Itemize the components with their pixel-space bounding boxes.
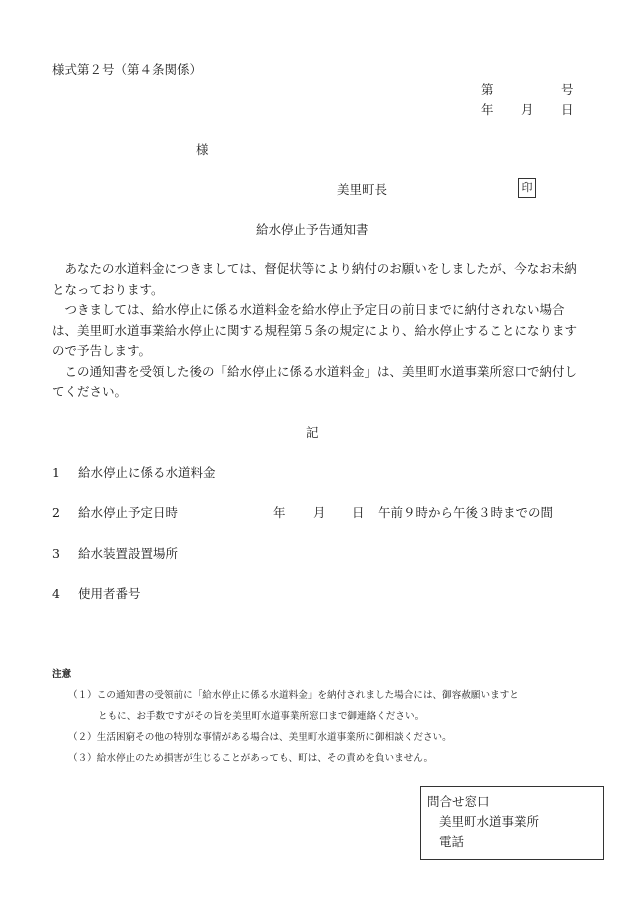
list-item	[52, 463, 216, 481]
date-year: 年	[481, 102, 494, 117]
notes-title: 注意	[52, 669, 72, 680]
item-number: 2	[52, 505, 60, 520]
item-2-year: 年	[273, 505, 286, 520]
list-item	[52, 544, 178, 562]
note-2: （２）生活困窮その他の特別な事情がある場合は、美里町水道事業所に御相談ください。	[68, 732, 452, 743]
list-item	[52, 584, 141, 602]
issuer-name: 美里町長	[337, 182, 388, 197]
notes-section	[52, 664, 592, 769]
document-number-go: 号	[561, 82, 574, 97]
contact-office: 美里町水道事業所	[439, 814, 540, 829]
list-item	[52, 503, 178, 521]
document-number-dai: 第	[481, 82, 494, 97]
item-2-day: 日	[352, 505, 365, 520]
item-label: 給水装置設置場所	[78, 546, 179, 561]
item-label: 給水停止に係る水道料金	[78, 465, 216, 480]
item-number: 4	[52, 586, 60, 601]
body-paragraph-1: あなたの水道料金につきましては、督促状等により納付のお願いをしましたが、今なお未納となっております。	[52, 261, 577, 297]
item-2-time: 午前９時から午後３時までの間	[378, 505, 554, 520]
ki-heading: 記	[306, 425, 319, 440]
item-number: 1	[52, 465, 60, 480]
body-paragraph-2: つきましては、給水停止に係る水道料金を給水停止予定日の前日までに納付されない場合は、美里町水道事業給水停止に関する規程第５条の規定により、給水停止することになりますので予告します。	[52, 302, 578, 358]
contact-box	[420, 786, 604, 860]
date-day: 日	[561, 102, 574, 117]
note-3: （３）給水停止のため損害が生じることがあっても、町は、その責めを負いません。	[68, 753, 434, 764]
document-title: 給水停止予告通知書	[256, 222, 369, 237]
contact-title: 問合せ窓口	[427, 794, 490, 809]
item-2-month: 月	[313, 505, 326, 520]
item-label: 使用者番号	[78, 586, 141, 601]
body-text	[52, 259, 580, 403]
date-month: 月	[521, 102, 534, 117]
note-1-line-2: ともに、お手数ですがその旨を美里町水道事業所窓口まで御連絡ください。	[98, 711, 425, 722]
addressee-sama: 様	[196, 142, 209, 157]
seal-mark: 印	[518, 178, 536, 198]
contact-phone-label: 電話	[439, 834, 465, 849]
body-paragraph-3: この通知書を受領した後の「給水停止に係る水道料金」は、美里町水道事業所窓口で納付してください。	[52, 363, 578, 399]
item-number: 3	[52, 546, 60, 561]
item-label: 給水停止予定日時	[78, 505, 179, 520]
note-1-line-1: （１）この通知書の受領前に「給水停止に係る水道料金」を納付されました場合には、御容赦願いますと	[68, 690, 519, 701]
form-label: 様式第２号（第４条関係）	[52, 62, 203, 77]
